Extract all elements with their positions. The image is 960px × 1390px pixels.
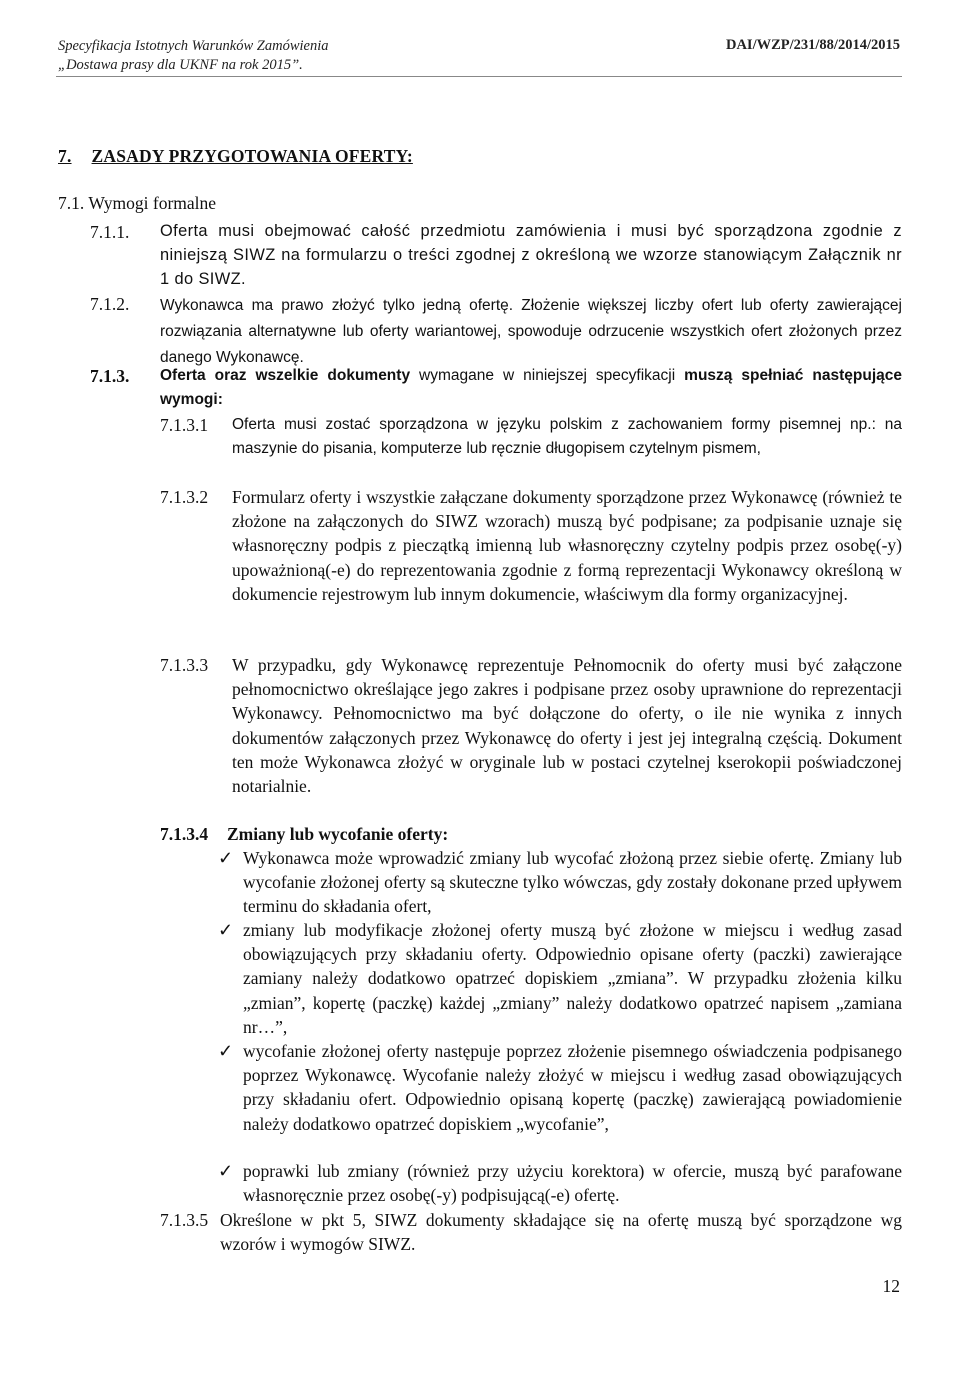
list-item: wycofanie złożonej oferty następuje poprzez złożenie pisemnego oświadczenia podpisanego poprzez Wykonawcę. Wycofanie należy złożyć w miejscu i według zasad obowiązujących przy składaniu ofert. Odpowiednio opisaną kopertę (paczkę) zawierającą powiadomienie należy dodatkowo opatrzeć dopiskiem „wycofanie”, <box>243 1041 902 1134</box>
item-text: Określone w pkt 5, SIWZ dokumenty składające się na ofertę muszą być sporządzone wg wzorów i wymogów SIWZ. <box>220 1210 902 1255</box>
subsection-number: 7.1. <box>58 193 85 213</box>
item-number: 7.1.1. <box>90 222 130 242</box>
subsection-heading <box>58 193 216 214</box>
item-number: 7.1.2. <box>90 294 130 314</box>
check-icon: ✓ <box>218 1161 234 1181</box>
item-text: wymagane w niniejszej specyfikacji <box>410 367 685 384</box>
item-number: 7.1.3.5 <box>160 1210 209 1230</box>
subsection-title: Wymogi formalne <box>88 193 217 213</box>
item-text-bold: muszą spełniać następujące wymogi: <box>160 367 902 408</box>
item-text-continued: : na maszynie do pisania, komputerze lub ręcznie długopisem czytelnym pismem, <box>232 416 902 457</box>
section-heading <box>58 146 413 167</box>
item-number: 7.1.3.3 <box>160 655 209 675</box>
list-item: poprawki lub zmiany (również przy użyciu korektora) w ofercie, muszą być parafowane własnoręcznie przez osobę(-y) podpisującą(-e) ofertę. <box>243 1161 902 1206</box>
item-number: 7.1.3.4 <box>160 824 209 844</box>
header-reference: DAI/WZP/231/88/2014/2015 <box>725 37 900 53</box>
page-number: 12 <box>882 1276 900 1296</box>
header-divider <box>56 76 902 77</box>
item-text: Oferta musi zostać sporządzona w języku polskim z zachowaniem formy pisemnej np. <box>232 416 872 433</box>
item-paragraph <box>160 292 902 370</box>
check-icon: ✓ <box>218 848 234 868</box>
item-text-bold: Oferta oraz wszelkie dokumenty <box>160 367 411 384</box>
item-paragraph <box>160 364 902 412</box>
header-subtitle: „Dostawa prasy dla UKNF na rok 2015”. <box>58 57 303 73</box>
check-icon: ✓ <box>218 1041 234 1061</box>
item-text: Formularz oferty i wszystkie załączane dokumenty sporządzone przez Wykonawcę (również te złożone na załączonych do SIWZ wzorach) muszą być podpisane; za podpisanie uznaje się własnoręczny podpis z pieczątką imienną lub własnoręczny czytelny podpis przez osobę(-y) upoważnioną(-e) do reprezentowania zgodnie z formą reprezentacji Wykonawcy określoną w dokumencie rejestrowym lub innym dokumencie, właściwym dla formy organizacyjnej. <box>232 487 902 604</box>
section-title: ZASADY PRZYGOTOWANIA OFERTY: <box>91 146 413 166</box>
item-text: Wykonawca ma prawo złożyć tylko jedną ofertę. <box>160 297 514 314</box>
section-number: 7. <box>58 146 72 166</box>
header-title: Specyfikacja Istotnych Warunków Zamówienia <box>58 38 329 54</box>
item-text: W przypadku, gdy Wykonawcę reprezentuje Pełnomocnik do oferty musi być załączone pełnomocnictwo określające jego zakres i podpisane przez osoby uprawnione do reprezentacji Wykonawcy. Pełnomocnictwo ma być dołączone do oferty, o ile nie wynika z innych dokumentów załączonych przez Wykonawcę do oferty i jest jej integralną częścią. Dokument ten może Wykonawca złożyć w oryginale lub w postaci czytelnej kserokopii poświadczonej notarialnie. <box>232 655 902 797</box>
item-number: 7.1.3.2 <box>160 487 209 507</box>
item-text-continued: Złożenie większej liczby ofert lub oferty zawierającej rozwiązania alternatywne lub oferty wariantowej, spowoduje odrzucenie wszystkich ofert złożonych przez danego Wykonawcę. <box>160 297 902 366</box>
header-left <box>58 37 329 75</box>
item-number: 7.1.3.1 <box>160 415 209 435</box>
list-item: Wykonawca może wprowadzić zmiany lub wycofać złożoną przez siebie ofertę. Zmiany lub wycofanie złożonej oferty są skuteczne tylko wówczas, gdy zostały dokonane przed upływem terminu do składania ofert, <box>243 848 902 917</box>
check-icon: ✓ <box>218 920 234 940</box>
item-paragraph <box>232 413 902 461</box>
item-number: 7.1.3. <box>90 366 130 386</box>
list-item: zmiany lub modyfikacje złożonej oferty muszą być złożone w miejscu i według zasad obowiązujących przy składaniu oferty. Odpowiednio opisane oferty (paczki) zawierające zamiany należy dodatkowo opatrzeć dopiskiem „zmiana”. W przypadku złożenia kilku „zmian”, kopertę (paczkę) każdej „zmiany” należy dodatkowo opatrzeć napisem „zamiana nr…”, <box>243 920 902 1037</box>
item-text: Oferta musi obejmować całość przedmiotu zamówienia i musi być sporządzona zgodnie z niniejszą SIWZ na formularzu o treści zgodnej z określoną we wzorze stanowiącym Załącznik nr 1 do SIWZ. <box>160 222 902 288</box>
item-title: Zmiany lub wycofanie oferty: <box>227 824 449 844</box>
